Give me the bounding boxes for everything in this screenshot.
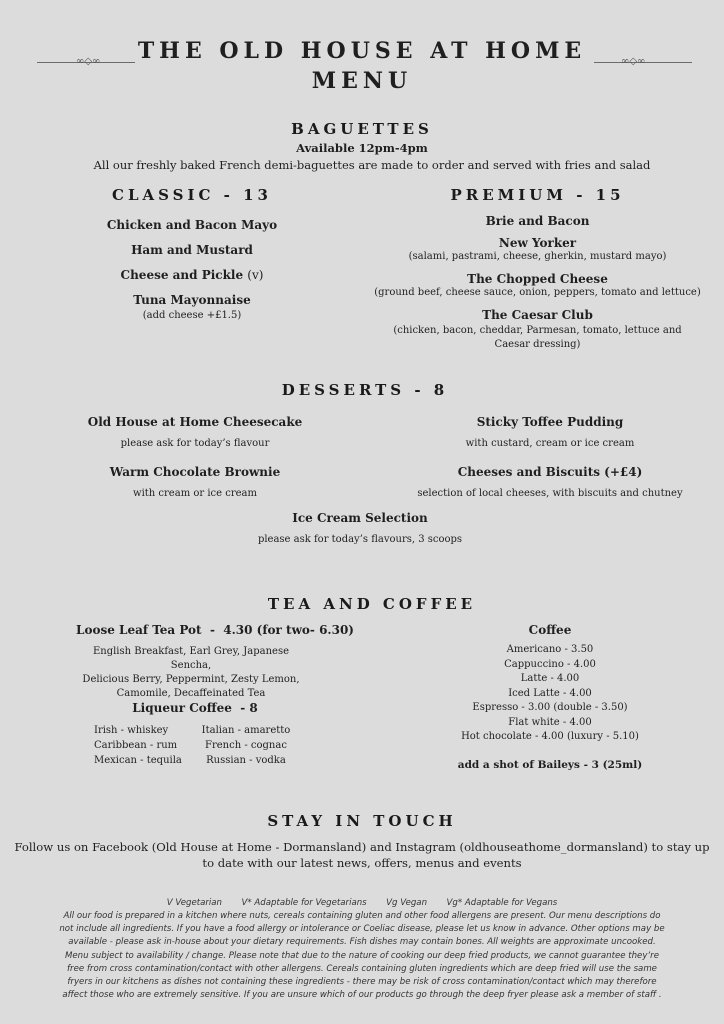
menu-title [0, 36, 724, 96]
baileys-extra: add a shot of Baileys - 3 (25ml) [457, 758, 643, 771]
desserts-heading: DESSERTS - 8 [281, 381, 449, 399]
premium-item: Brie and Bacon [485, 214, 590, 228]
vegetarian-tag: (v) [247, 268, 264, 282]
tea-section [76, 623, 354, 701]
allergen-line: not include all ingredients. If you have a food allergy or intolerance or Coeliac disease, please let us know in advance. Other options may be [59, 924, 665, 935]
baguettes-availability: Available 12pm-4pm [296, 141, 428, 155]
premium-item: New Yorker [498, 236, 577, 250]
coffee-list [430, 643, 670, 745]
liqueur-item: Irish - whiskey [94, 725, 169, 736]
stay-in-touch-line: Follow us on Facebook (Old House at Home - Dormansland) and Instagram (oldhouseathome_dormansland) to stay up [14, 840, 710, 854]
tea-coffee-heading: TEA AND COFFEE [267, 595, 477, 613]
coffee-item: Americano - 3.50 [506, 644, 594, 655]
dessert-desc: with cream or ice cream [133, 488, 257, 499]
dessert-item [380, 465, 720, 501]
liqueur-left [94, 723, 182, 768]
classic-item: Ham and Mustard [131, 243, 253, 257]
dessert-desc: selection of local cheeses, with biscuits and chutney [417, 488, 683, 499]
baguettes-description: All our freshly baked French demi-baguettes are made to order and served with fries and salad [93, 158, 651, 172]
liqueur-item: Mexican - tequila [94, 755, 182, 766]
stay-in-touch-line: to date with our latest news, offers, menus and events [202, 856, 522, 870]
classic-item-name: Cheese and Pickle [120, 268, 244, 282]
dessert-item [200, 511, 520, 547]
dessert-desc: please ask for today’s flavour [120, 438, 270, 449]
tea-line: Camomile, Decaffeinated Tea [116, 688, 266, 699]
premium-item: The Chopped Cheese [467, 272, 608, 286]
allergen-line: affect those who are extremely sensitive. If you are unsure which of our products go through the deep fryer please ask a member of staff . [62, 990, 662, 1001]
tea-line: English Breakfast, Earl Grey, Japanese Sencha, [92, 646, 290, 671]
premium-item-desc: (chicken, bacon, cheddar, Parmesan, tomato, lettuce and [393, 325, 682, 336]
title-line-1: THE OLD HOUSE AT HOME [137, 38, 587, 64]
coffee-item: Latte - 4.00 [520, 673, 580, 684]
allergen-line: free from cross contamination/contact with other allergens. Cereals containing gluten ingredients which are deep fried will use the same [67, 963, 657, 974]
liqueur-heading: Liqueur Coffee - 8 [132, 701, 258, 715]
premium-heading: PREMIUM - 15 [450, 186, 625, 204]
tea-line: Delicious Berry, Peppermint, Zesty Lemon, [82, 674, 300, 685]
dietary-legend [0, 897, 724, 910]
tea-varieties [76, 645, 306, 701]
coffee-item: Flat white - 4.00 [508, 716, 592, 728]
title-line-2: MENU [311, 68, 413, 94]
allergen-notice [4, 910, 720, 1002]
dessert-name: Warm Chocolate Brownie [109, 465, 281, 479]
dessert-desc: please ask for today’s flavours, 3 scoops [257, 534, 463, 545]
classic-item-note: (add cheese +£1.5) [142, 310, 242, 321]
dessert-item [60, 465, 330, 501]
allergen-line: All our food is prepared in a kitchen where nuts, cereals containing gluten and other food allergens are present. Our menu descriptions do [63, 911, 661, 921]
liqueur-right [194, 723, 298, 768]
ornament-right: ∞◇∞ [621, 56, 646, 67]
legend-item: Vg* Adaptable for Vegans [446, 898, 558, 908]
allergen-line: available - please ask in-house about your dietary requirements. Fish dishes may contain bones. All weights are approximate uncooked. [68, 937, 656, 948]
coffee-item: Espresso - 3.00 (double - 3.50) [472, 702, 628, 713]
dessert-item [380, 415, 720, 451]
coffee-heading: Coffee [528, 623, 572, 637]
legend-item: Vg Vegan [386, 898, 428, 908]
coffee-item: Hot chocolate - 4.00 (luxury - 5.10) [461, 731, 639, 742]
ornament-left: ∞◇∞ [76, 56, 101, 67]
allergen-line: fryers in our kitchens as dishes not containing these ingredients - there may be risk of cross contamination/contact which may therefore [67, 977, 657, 988]
liqueur-item: Italian - amaretto [201, 725, 291, 736]
classic-heading: CLASSIC - 13 [112, 186, 272, 204]
liqueur-item: Russian - vodka [206, 755, 286, 766]
dessert-name: Old House at Home Cheesecake [87, 415, 303, 429]
dessert-name: Ice Cream Selection [292, 511, 428, 525]
liqueur-item: French - cognac [205, 740, 287, 751]
classic-item: Chicken and Bacon Mayo [106, 218, 278, 232]
classic-item: Tuna Mayonnaise [133, 293, 251, 307]
premium-item-desc: (salami, pastrami, cheese, gherkin, mustard mayo) [408, 251, 667, 262]
coffee-item: Cappuccino - 4.00 [504, 658, 596, 670]
classic-item [92, 268, 292, 282]
allergen-line: Menu subject to availability / change. Please note that due to the nature of cooking our deep fried products, we cannot guarantee they’re [64, 950, 659, 961]
stay-in-touch-text [10, 839, 714, 871]
legend-item: V Vegetarian [166, 898, 223, 908]
dessert-item [60, 415, 330, 451]
legend-item: V* Adaptable for Vegetarians [241, 898, 367, 908]
coffee-item: Iced Latte - 4.00 [508, 687, 592, 699]
stay-in-touch-heading: STAY IN TOUCH [267, 812, 457, 830]
tea-heading: Loose Leaf Tea Pot - 4.30 (for two- 6.30) [76, 623, 354, 637]
baguettes-heading: BAGUETTES [291, 120, 433, 138]
classic-column [92, 186, 292, 323]
coffee-section [430, 623, 670, 771]
premium-item-desc: Caesar dressing) [494, 339, 581, 350]
premium-item-desc: (ground beef, cheese sauce, onion, peppers, tomato and lettuce) [374, 287, 701, 298]
premium-column [360, 186, 715, 352]
dessert-desc: with custard, cream or ice cream [465, 438, 635, 449]
dessert-name: Sticky Toffee Pudding [476, 415, 624, 429]
premium-item: The Caesar Club [482, 308, 593, 322]
liqueur-item: Caribbean - rum [94, 740, 178, 751]
dessert-name: Cheeses and Biscuits (+£4) [457, 465, 643, 479]
